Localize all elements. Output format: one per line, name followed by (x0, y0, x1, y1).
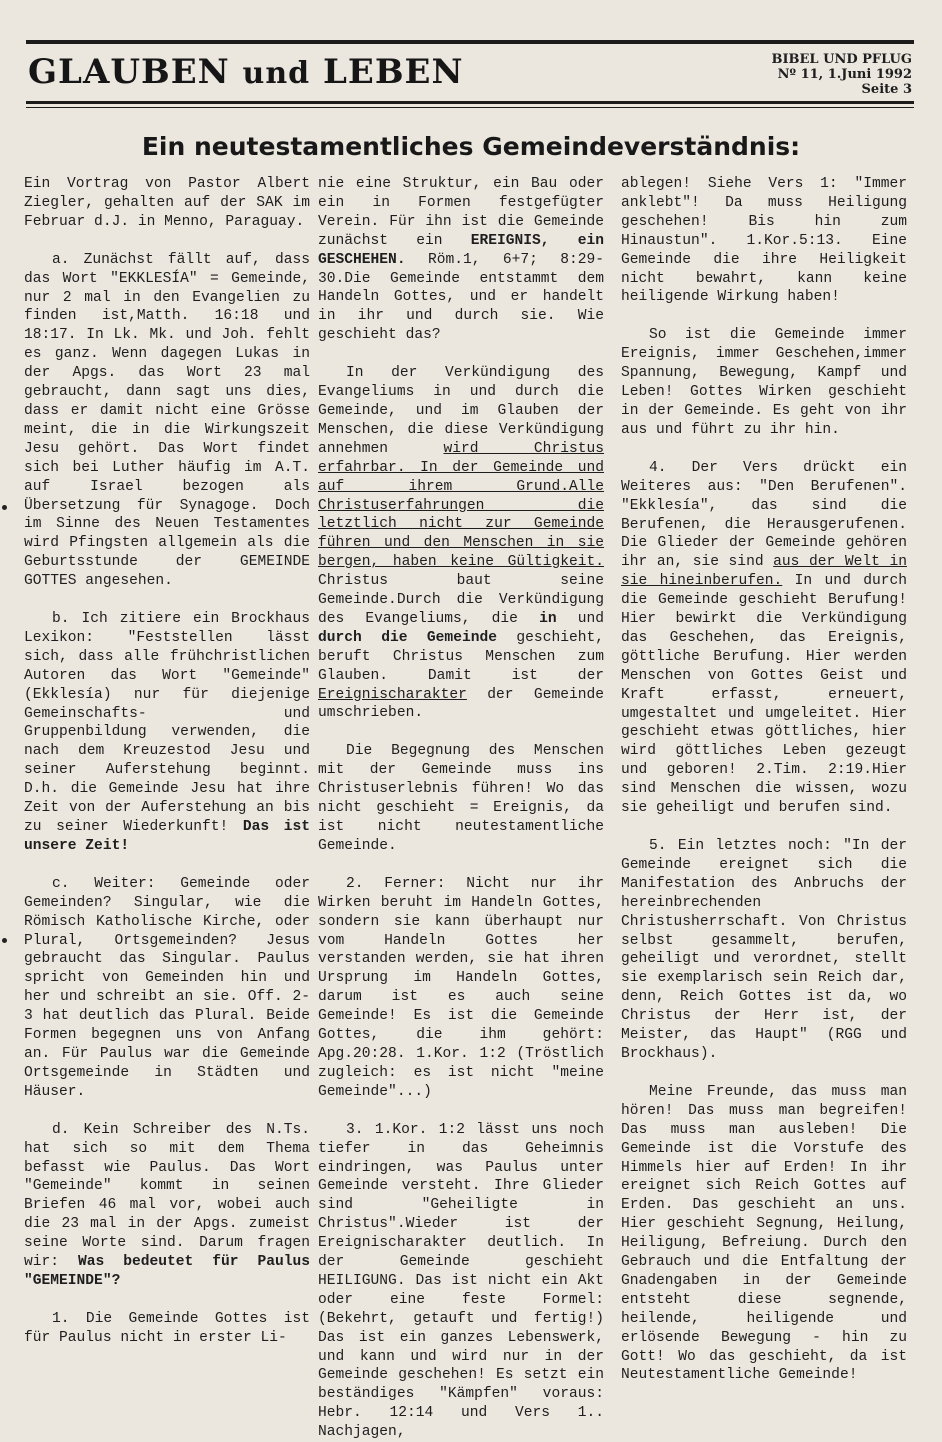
point-4-text-end: In und durch die Gemeinde geschieht Berufung! Hier bewirkt die Verkündigung das Geschehen, das Ereignis, göttliche Berufung. Hier werden Menschen von Gottes Geist und Kraft erfasst, erneuert, umgestaltet und umgeleitet. Hier geschieht etwas göttliches, hier wird göttliches Leben gezeugt und geboren! 2.Tim. 2:19.Hier sind Menschen die wissen, wozu sie geheiligt und berufen sind. (621, 573, 907, 817)
proclamation-paragraph (318, 364, 604, 723)
paragraph-d (24, 1121, 310, 1291)
point-1-text-end: Röm.1, 6+7; 8:29-30.Die Gemeinde entstammt dem Handeln Gottes, und er handelt in ihr und durch sie. Wie geschieht das? (318, 251, 604, 344)
paragraph-b-text: b. Ich zitiere ein Brockhaus Lexikon: "Feststellen lässt sich, dass alle frühchristlichen Autoren das Wort "Gemeinde" (Ekklesía) nur für diejenige Gemeinschafts- und Gruppenbildung verwenden, die nach dem Kreuzestod Jesu und seiner Auferstehung beginnt. D.h. die Gemeinde Jesu hat ihre Zeit von der Auferstehung an bis zu seiner Wiederkunft! (24, 611, 310, 835)
publication-name: BIBEL UND PFLUG (771, 52, 912, 67)
title-part-und: und (242, 56, 311, 91)
point-3: 3. 1.Kor. 1:2 lässt uns noch tiefer in das Geheimnis eindringen, was Paulus unter Gemeinde versteht. Ihre Glieder sind "Geheiligte in Christus".Wieder ist der Ereignischarakter deutlich. In der Gemeinde geschieht HEILIGUNG. Das ist nicht ein Akt oder eine feste Formel: (Bekehrt, getauft und fertig!) Das ist ein ganzes Lebenswerk, und kann und wird nur in der Gemeinde geschehen! Es setzt ein beständiges "Kämpfen" voraus: Hebr. 12:14 und Vers 1.. Nachjagen, (318, 1121, 604, 1441)
event-paragraph: So ist die Gemeinde immer Ereignis, immer Geschehen,immer Spannung, Bewegung, Kampf und Leben! Gottes Wirken geschieht in der Gemeinde. Es geht von ihr aus und führt zu ihr hin. (621, 327, 907, 438)
header-rule-bottom (26, 101, 914, 104)
point-3-continued: ablegen! Siehe Vers 1: "Immer anklebt"! Da muss Heiligung geschehen! Bis hin zum Hinaustun". 1.Kor.5:13. Eine Gemeinde die ihre Heiligkeit nicht bewahrt, kann keine heiligende Wirkung haben! (621, 176, 907, 306)
paragraph-b-emphasis: Das ist unsere Zeit! (24, 819, 310, 854)
point-2: 2. Ferner: Nicht nur ihr Wirken beruht im Handeln Gottes, sondern sie kann überhaupt nur vom Handeln Gottes her verstanden werden, sie hat ihren Ursprung im Handeln Gottes, darum ist es auch seine Gemeinde! Es ist die Gemeinde Gottes, die ihm gehört: Apg.20:28. 1.Kor. 1:2 (Tröstlich zugleich: es ist nicht "meine Gemeinde"...) (318, 875, 604, 1100)
title-part-glauben: GLAUBEN (28, 52, 243, 92)
paragraph-d-question: Was bedeutet für Paulus "GEMEINDE"? (24, 1254, 310, 1289)
proclamation-text-3: geschieht, beruft Christus Menschen zum Glauben. Damit ist der (318, 629, 604, 684)
point-4 (621, 459, 907, 818)
paragraph-a: a. Zunächst fällt auf, dass das Wort "EKKLESÍA" = Gemeinde, nur 2 mal in den Evangelien zu finden ist,Matth. 16:18 und 18:17. In Lk. Mk. und Joh. fehlt es ganz. Wenn dagegen Lukas in der Apgs. das Wort 23 mal gebraucht, dann sagt uns dies, dass er damit nicht eine Grösse meint, die in die Wirkungszeit Jesu gehört. Das Wort findet sich bei Luther häufig im A.T. auf Israel bezogen als Übersetzung für Synagoge. Doch im Sinne des Neuen Testamentes wird Pfingsten allgemein als die Geburtsstunde der GEMEINDE GOTTES angesehen. (24, 251, 310, 590)
title-part-leben: LEBEN (310, 52, 464, 92)
paragraph-c: c. Weiter: Gemeinde oder Gemeinden? Singular, wie die Römisch Katholische Kirche, oder Plural, Ortsgemeinden? Jesus gebraucht das Singular. Paulus spricht von Gemeinden hin und her und schreibt an sie. Off. 2-3 hat deutlich das Plural. Beide Formen begegnen uns von Anfang an. Für Paulus war die Gemeinde Ortsgemeinde in Städten und Häuser. (24, 875, 310, 1100)
point-5: 5. Ein letztes noch: "In der Gemeinde ereignet sich die Manifestation des Anbruchs der hereinbrechenden Christusherrschaft. Von Christus selbst gesammelt, berufen, geheiligt und verordnet, stellt sie exemplarisch sein Reich dar, denn, Reich Gottes ist da, wo Christus der Herr ist, der Meister, das Haupt" (RGG und Brockhaus). (621, 838, 907, 1062)
magazine-section-title (28, 52, 464, 92)
text-column-2 (318, 175, 604, 1441)
issue-info (771, 52, 912, 97)
proclamation-text-4: der Gemeinde umschrieben. (318, 686, 604, 722)
point-4-text: 4. Der Vers drückt ein Weiteres aus: "Den Berufenen". "Ekklesía", das sind die Berufenen, die Herausgerufenen. Die Glieder der Gemeinde gehören ihr an, sie sind (621, 459, 907, 571)
ereignischarakter-underlined: Ereignischarakter (318, 686, 467, 703)
text-column-3 (621, 175, 907, 1390)
point-1-start: 1. Die Gemeinde Gottes ist für Paulus nicht in erster Li- (24, 1310, 310, 1346)
intro-paragraph: Ein Vortrag von Pastor Albert Ziegler, gehalten auf der SAK im Februar d.J. in Menno, Paraguay. (24, 176, 310, 230)
emphasis-in: in (539, 610, 557, 627)
proclamation-underlined: wird Christus erfahrbar. In der Gemeinde und auf ihrem Grund.Alle Christuserfahrungen die letztlich nicht zur Gemeinde führen und den Menschen in sie bergen, haben keine Gültigkeit. (318, 440, 604, 571)
point-4-underlined: aus der Welt in sie hineinberufen. (621, 554, 907, 590)
encounter-paragraph: Die Begegnung des Menschen mit der Gemeinde muss ins Christuserlebnis führen! Wo das nicht geschieht = Ereignis, da ist nicht neutestamentliche Gemeinde. (318, 743, 604, 854)
binding-hole-mark (2, 505, 7, 510)
paragraph-d-text: d. Kein Schreiber des N.Ts. hat sich so mit dem Thema befasst wie Paulus. Das Wort "Gemeinde" kommt in seinen Briefen 46 mal vor, wobei auch die 23 mal in der Apgs. zumeist seine Worte sind. Darum fragen wir: (24, 1121, 310, 1271)
page-number: Seite 3 (861, 82, 912, 97)
text-column-1 (24, 175, 310, 1390)
word-und: und (577, 610, 604, 627)
issue-number-date: Nº 11, 1.Juni 1992 (777, 67, 912, 82)
header-rule-top (26, 40, 914, 44)
proclamation-text-2: Christus baut seine Gemeinde.Durch die Verkündigung des Evangeliums, die (318, 573, 604, 627)
header-rule-bottom-thin (26, 107, 914, 108)
point-1-text: nie eine Struktur, ein Bau oder ein in Formen festgefügter Verein. Für ihn ist die Gemeinde zunächst ein (318, 176, 604, 249)
closing-paragraph: Meine Freunde, das muss man hören! Das muss man begreifen! Das muss man ausleben! Die Gemeinde ist die Vorstufe des Himmels hier auf Erden! In ihr ereignet sich Reich Gottes auf Erden. Das geschieht an uns. Hier geschieht Segnung, Heilung, Heiligung, Befreiung. Durch den Gebrauch und die Entfaltung der Gnadengaben in der Gemeinde entsteht diese segnende, heilende, heiligende und erlösende Bewegung - hin zu Gott! Wo das geschieht, da ist Neutestamentliche Gemeinde! (621, 1083, 907, 1384)
emphasis-durch-die-gemeinde: durch die Gemeinde (318, 629, 497, 646)
article-headline: Ein neutestamentliches Gemeindeverständnis: (141, 132, 801, 161)
point-1-continued (318, 175, 604, 345)
paragraph-b (24, 610, 310, 856)
binding-hole-mark (2, 938, 7, 943)
proclamation-text: In der Verkündigung des Evangeliums in und durch die Gemeinde, und im Glauben der Menschen, die diese Verkündigung annehmen (318, 365, 604, 457)
point-1-emphasis: EREIGNIS, ein GESCHEHEN. (318, 232, 604, 268)
